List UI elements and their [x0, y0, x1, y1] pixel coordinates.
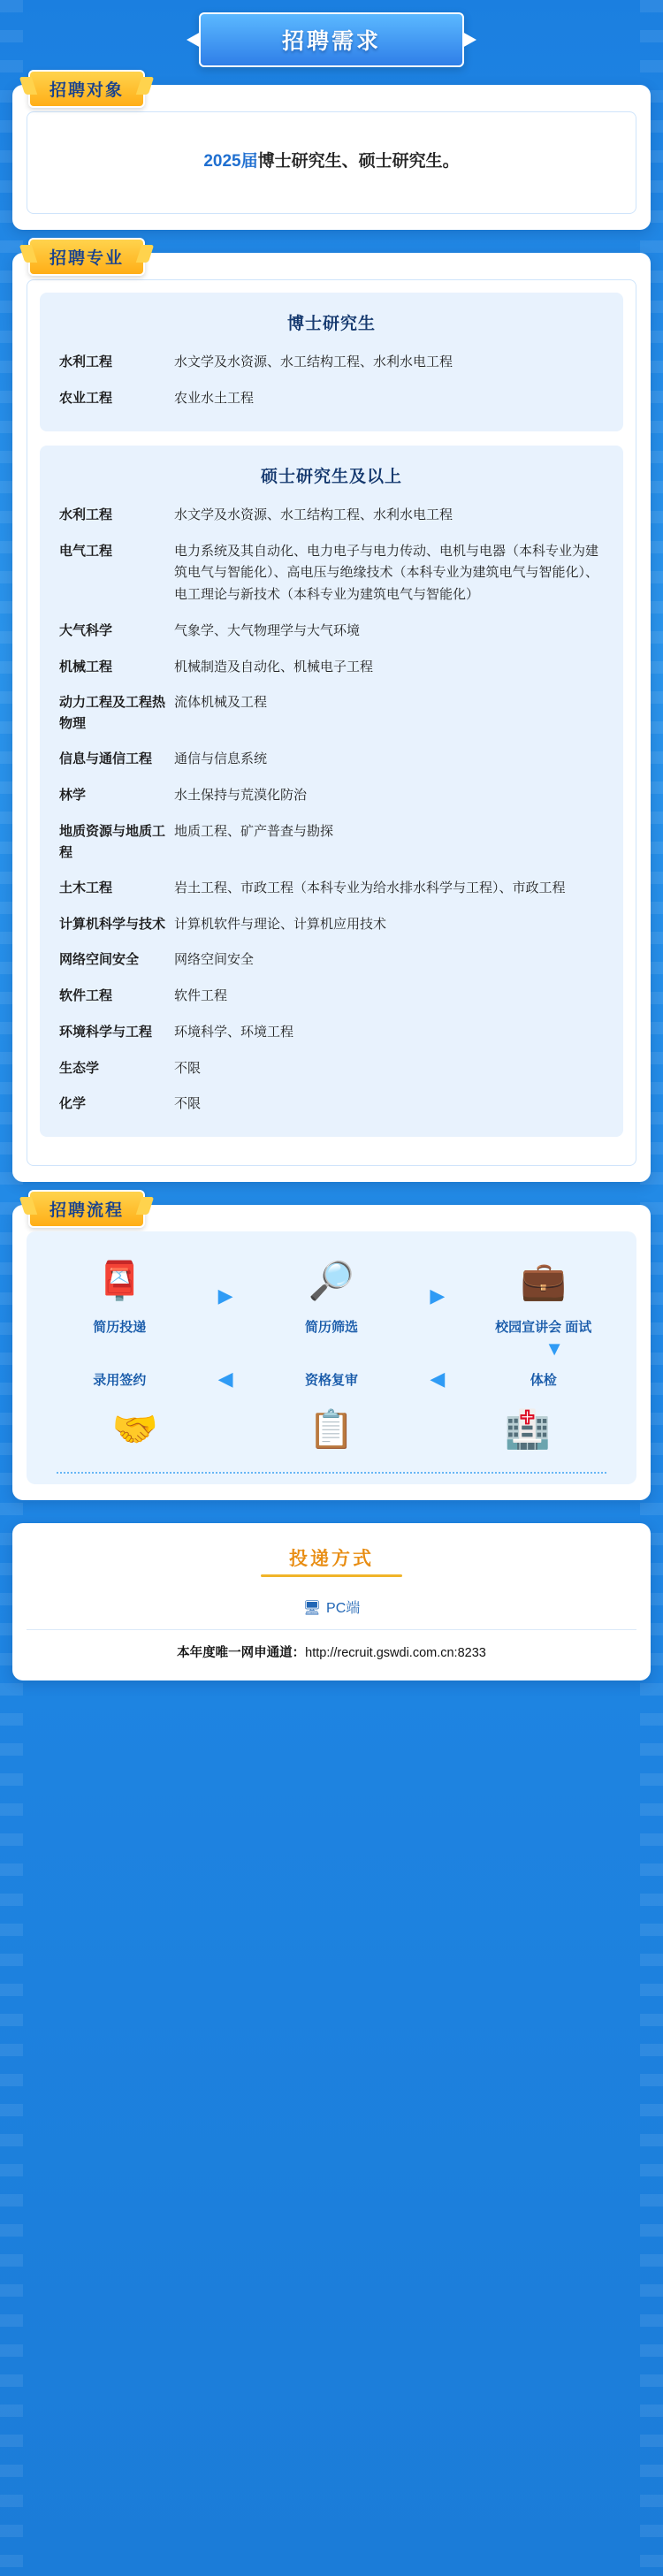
major-name: 软件工程	[59, 988, 113, 1004]
process-step-resume-submit	[53, 1249, 186, 1338]
major-desc: 水文学及水资源、水工结构工程、水利水电工程	[174, 354, 453, 370]
object-highlight: 2025届	[203, 152, 258, 171]
major-desc: 不限	[174, 1060, 202, 1076]
major-desc: 机械制造及自动化、机械电子工程	[174, 659, 374, 674]
channel-prefix: 本年度唯一网申通道：	[177, 1645, 306, 1660]
mail-icon: 📮	[96, 1260, 143, 1302]
table-row	[47, 743, 616, 780]
major-name: 农业工程	[59, 391, 113, 407]
table-row	[47, 536, 616, 615]
table-row	[47, 980, 616, 1017]
table-row	[47, 1088, 616, 1124]
table-row	[47, 687, 616, 743]
table-row	[47, 816, 616, 873]
major-name: 化学	[59, 1096, 87, 1112]
major-name: 生态学	[59, 1060, 100, 1076]
arrow-right-icon: ▶	[217, 1284, 233, 1307]
major-desc: 软件工程	[174, 988, 228, 1004]
section-majors	[12, 249, 651, 1182]
major-desc: 流体机械及工程	[174, 695, 268, 711]
process-step-label: 体检	[530, 1372, 557, 1388]
process-step-medical-check	[477, 1366, 610, 1391]
major-desc: 岩土工程、市政工程（本科专业为给水排水科学与工程）、市政工程	[174, 880, 566, 896]
table-row	[47, 652, 616, 688]
major-desc: 电力系统及其自动化、电力电子与电力传动、电机与电器（本科专业为建筑电气与智能化）、高电压与绝缘技术（本科专业为建筑电气与智能化）、电工理论与新技术（本科专业为建筑电气与智能化）	[174, 543, 599, 603]
major-desc: 气象学、大气物理学与大气环境	[174, 622, 361, 638]
majors-inner-border	[27, 279, 636, 1166]
section-title-text: 招聘专业	[50, 249, 125, 269]
process-step-label: 校园宣讲会 面试	[495, 1320, 592, 1336]
arrow-left-icon: ◀	[217, 1367, 233, 1390]
table-row	[47, 1017, 616, 1053]
submission-title: 投递方式	[289, 1548, 374, 1569]
major-desc: 不限	[174, 1096, 202, 1112]
section-recruitment-object	[12, 81, 651, 230]
table-row	[47, 944, 616, 980]
ribbon-left-icon	[19, 1197, 37, 1215]
section-title-majors	[28, 238, 145, 276]
degree-group-doctoral	[40, 293, 623, 431]
process-step-label: 简历投递	[93, 1320, 147, 1336]
table-row	[47, 499, 616, 536]
section-title-process	[28, 1190, 145, 1228]
process-step-qualification-review	[265, 1366, 398, 1391]
degree-group-master	[40, 446, 623, 1137]
arrow-down-icon: ▼	[545, 1337, 564, 1360]
object-inner-border	[27, 111, 636, 214]
section-title-text: 招聘流程	[50, 1201, 125, 1221]
major-name: 动力工程及工程热物理	[59, 695, 166, 732]
major-desc: 农业水土工程	[174, 391, 255, 407]
process-icon-medical-check	[461, 1398, 594, 1461]
process-step-campus-talk	[477, 1249, 610, 1338]
major-name: 计算机科学与技术	[59, 916, 166, 932]
arrow-left-icon: ◀	[430, 1367, 446, 1390]
section-title-recruitment-object	[28, 70, 145, 108]
table-row	[47, 909, 616, 945]
campus-talk-icon: 💼	[520, 1260, 567, 1302]
process-step-resume-screening	[265, 1249, 398, 1338]
major-name: 大气科学	[59, 622, 113, 638]
process-step-label: 资格复审	[304, 1372, 358, 1388]
major-desc: 计算机软件与理论、计算机应用技术	[174, 916, 387, 932]
major-name: 信息与通信工程	[59, 751, 153, 767]
process-row-1	[34, 1246, 629, 1341]
process-step-label: 录用签约	[93, 1372, 147, 1388]
section-submission	[12, 1523, 651, 1680]
handshake-icon: 🤝	[111, 1407, 159, 1450]
major-name: 环境科学与工程	[59, 1024, 153, 1040]
monitor-icon: 🖥	[302, 1600, 322, 1616]
review-icon: 📋	[308, 1407, 355, 1450]
arrow-right-icon: ▶	[430, 1284, 446, 1307]
major-name: 林学	[59, 788, 87, 804]
submission-channel-pc	[27, 1589, 636, 1629]
major-desc: 水土保持与荒漠化防治	[174, 788, 308, 804]
major-desc: 通信与信息系统	[174, 751, 268, 767]
major-name: 电气工程	[59, 543, 113, 559]
section-title-text: 招聘对象	[50, 81, 125, 100]
degree-title: 硕士研究生及以上	[260, 467, 402, 486]
ribbon-right-icon	[136, 1197, 154, 1215]
section-process	[12, 1201, 651, 1500]
major-desc: 网络空间安全	[174, 952, 255, 968]
process-row-2-icons	[34, 1394, 629, 1465]
submission-url-line	[27, 1629, 636, 1665]
pc-label: PC端	[326, 1600, 361, 1616]
process-step-label: 简历筛选	[304, 1320, 358, 1336]
table-row	[47, 1053, 616, 1089]
degree-title: 博士研究生	[286, 315, 376, 334]
page-title: 招聘需求	[199, 12, 464, 67]
recruitment-object-text	[40, 125, 623, 199]
ribbon-left-icon	[19, 245, 37, 263]
channel-url[interactable]: http://recruit.gswdi.com.cn:8233	[305, 1645, 486, 1660]
ribbon-left-icon	[19, 77, 37, 95]
ribbon-right-icon	[136, 245, 154, 263]
process-icon-qualification-review	[265, 1398, 398, 1461]
ribbon-right-icon	[136, 77, 154, 95]
process-step-offer-sign	[53, 1366, 186, 1391]
table-row	[47, 780, 616, 816]
table-row	[47, 615, 616, 652]
major-name: 地质资源与地质工程	[59, 823, 166, 860]
major-desc: 地质工程、矿产普查与勘探	[174, 823, 334, 839]
table-row	[47, 347, 616, 383]
major-desc: 环境科学、环境工程	[174, 1024, 294, 1040]
major-name: 水利工程	[59, 354, 113, 370]
process-dotted-connector	[57, 1472, 606, 1474]
process-row-2-labels	[34, 1362, 629, 1394]
process-flow	[27, 1231, 636, 1484]
screening-icon: 🔎	[308, 1260, 355, 1302]
major-name: 水利工程	[59, 507, 113, 522]
table-row	[47, 383, 616, 419]
major-name: 机械工程	[59, 659, 113, 674]
major-name: 土木工程	[59, 880, 113, 896]
submission-title-underline	[261, 1574, 402, 1577]
medical-icon: 🏥	[504, 1407, 552, 1450]
major-name: 网络空间安全	[59, 952, 140, 968]
major-desc: 水文学及水资源、水工结构工程、水利水电工程	[174, 507, 453, 522]
table-row	[47, 873, 616, 909]
object-body: 博士研究生、硕士研究生。	[257, 152, 460, 171]
process-icon-offer-sign	[69, 1398, 202, 1461]
